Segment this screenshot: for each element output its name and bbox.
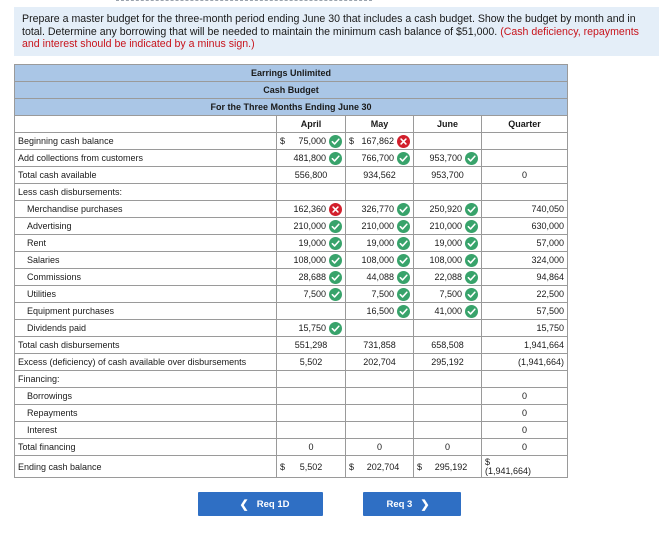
adv-june-input[interactable] bbox=[414, 218, 482, 235]
merch-may-input[interactable] bbox=[346, 201, 414, 218]
merch-june-input[interactable] bbox=[414, 201, 482, 218]
table-row bbox=[15, 269, 568, 286]
next-req-button[interactable] bbox=[363, 492, 461, 516]
dollar-sign: $ bbox=[280, 136, 286, 146]
table-row bbox=[15, 286, 568, 303]
cell-value: 7,500 bbox=[303, 289, 326, 299]
check-icon bbox=[397, 220, 410, 233]
prev-req-button[interactable] bbox=[198, 492, 323, 516]
cell-value: 210,000 bbox=[361, 221, 394, 231]
ending-quarter bbox=[482, 456, 568, 478]
col-june: June bbox=[414, 116, 482, 133]
check-icon bbox=[465, 288, 478, 301]
comm-may-input[interactable] bbox=[346, 269, 414, 286]
beginning-may-input[interactable] bbox=[346, 133, 414, 150]
interest-quarter: 0 bbox=[482, 422, 568, 439]
util-quarter: 22,500 bbox=[482, 286, 568, 303]
table-row bbox=[15, 133, 568, 150]
table-row bbox=[15, 235, 568, 252]
cell-value: 7,500 bbox=[371, 289, 394, 299]
cell-value: 5,502 bbox=[299, 461, 323, 472]
check-icon bbox=[329, 237, 342, 250]
x-icon bbox=[329, 203, 342, 216]
row-label: Financing: bbox=[15, 371, 277, 388]
check-icon bbox=[465, 271, 478, 284]
util-june-input[interactable] bbox=[414, 286, 482, 303]
x-icon bbox=[397, 135, 410, 148]
borrow-may-input[interactable] bbox=[346, 388, 414, 405]
salaries-may-input[interactable] bbox=[346, 252, 414, 269]
cell-value: 19,000 bbox=[434, 238, 462, 248]
table-row bbox=[15, 337, 568, 354]
cell-value: 953,700 bbox=[429, 153, 462, 163]
cell-value: (1,941,664) bbox=[485, 465, 532, 476]
row-label: Total cash disbursements bbox=[15, 337, 277, 354]
comm-quarter: 94,864 bbox=[482, 269, 568, 286]
collections-quarter-input[interactable] bbox=[482, 150, 568, 167]
total-fin-may: 0 bbox=[346, 439, 414, 456]
row-label: Merchandise purchases bbox=[15, 201, 277, 218]
excess-quarter: (1,941,664) bbox=[482, 354, 568, 371]
check-icon bbox=[329, 135, 342, 148]
available-may: 934,562 bbox=[346, 167, 414, 184]
dollar-sign: $ bbox=[349, 461, 355, 472]
div-april-input[interactable] bbox=[277, 320, 346, 337]
check-icon bbox=[397, 288, 410, 301]
row-label: Add collections from customers bbox=[15, 150, 277, 167]
salaries-june-input[interactable] bbox=[414, 252, 482, 269]
row-label: Commissions bbox=[15, 269, 277, 286]
excess-april: 5,502 bbox=[277, 354, 346, 371]
collections-may-input[interactable] bbox=[346, 150, 414, 167]
check-icon bbox=[465, 203, 478, 216]
div-quarter: 15,750 bbox=[482, 320, 568, 337]
repay-may-input[interactable] bbox=[346, 405, 414, 422]
merch-quarter: 740,050 bbox=[482, 201, 568, 218]
check-icon bbox=[465, 237, 478, 250]
beginning-june-input[interactable] bbox=[414, 133, 482, 150]
check-icon bbox=[465, 305, 478, 318]
collections-april-input[interactable] bbox=[277, 150, 346, 167]
rent-may-input[interactable] bbox=[346, 235, 414, 252]
dollar-sign: $ bbox=[349, 136, 355, 146]
table-row bbox=[15, 201, 568, 218]
rent-april-input[interactable] bbox=[277, 235, 346, 252]
collections-june-input[interactable] bbox=[414, 150, 482, 167]
check-icon bbox=[397, 271, 410, 284]
equip-june-input[interactable] bbox=[414, 303, 482, 320]
cell-value: 167,862 bbox=[361, 136, 394, 146]
row-label: Rent bbox=[15, 235, 277, 252]
cell-value: 162,360 bbox=[293, 204, 326, 214]
cell-value: 250,920 bbox=[429, 204, 462, 214]
check-icon bbox=[329, 254, 342, 267]
row-label: Dividends paid bbox=[15, 320, 277, 337]
check-icon bbox=[329, 322, 342, 335]
div-june-input[interactable] bbox=[414, 320, 482, 337]
ending-april bbox=[277, 456, 346, 478]
table-row bbox=[15, 167, 568, 184]
cell-value: 108,000 bbox=[429, 255, 462, 265]
check-icon bbox=[397, 203, 410, 216]
check-icon bbox=[329, 288, 342, 301]
ending-june bbox=[414, 456, 482, 478]
table-row bbox=[15, 218, 568, 235]
empty-cell bbox=[346, 371, 414, 388]
check-icon bbox=[329, 152, 342, 165]
header-blank bbox=[15, 116, 277, 133]
cell-value: 75,000 bbox=[298, 136, 326, 146]
row-label: Advertising bbox=[15, 218, 277, 235]
util-may-input[interactable] bbox=[346, 286, 414, 303]
budget-title: Cash Budget bbox=[15, 82, 568, 99]
cell-value: 44,088 bbox=[366, 272, 394, 282]
cell-value: 481,800 bbox=[293, 153, 326, 163]
cell-value: 28,688 bbox=[298, 272, 326, 282]
equip-quarter: 57,500 bbox=[482, 303, 568, 320]
total-disb-quarter: 1,941,664 bbox=[482, 337, 568, 354]
table-row bbox=[15, 456, 568, 478]
empty-cell bbox=[482, 184, 568, 201]
interest-april-input[interactable] bbox=[277, 422, 346, 439]
row-label: Beginning cash balance bbox=[15, 133, 277, 150]
row-label: Equipment purchases bbox=[15, 303, 277, 320]
cell-value: 7,500 bbox=[439, 289, 462, 299]
cell-value: 19,000 bbox=[366, 238, 394, 248]
ending-may bbox=[346, 456, 414, 478]
total-disb-april: 551,298 bbox=[277, 337, 346, 354]
row-label: Ending cash balance bbox=[15, 456, 277, 478]
cell-value: 41,000 bbox=[434, 306, 462, 316]
comm-june-input[interactable] bbox=[414, 269, 482, 286]
cell-value: 19,000 bbox=[298, 238, 326, 248]
excess-june: 295,192 bbox=[414, 354, 482, 371]
table-row bbox=[15, 439, 568, 456]
beginning-quarter-input[interactable] bbox=[482, 133, 568, 150]
table-row bbox=[15, 150, 568, 167]
table-row bbox=[15, 371, 568, 388]
cell-value: 210,000 bbox=[429, 221, 462, 231]
empty-cell bbox=[414, 371, 482, 388]
adv-quarter: 630,000 bbox=[482, 218, 568, 235]
beginning-april-input[interactable] bbox=[277, 133, 346, 150]
check-icon bbox=[465, 152, 478, 165]
borrow-june-input[interactable] bbox=[414, 388, 482, 405]
col-may: May bbox=[346, 116, 414, 133]
borrow-quarter: 0 bbox=[482, 388, 568, 405]
table-row bbox=[15, 422, 568, 439]
adv-april-input[interactable] bbox=[277, 218, 346, 235]
dollar-sign: $ bbox=[485, 456, 491, 467]
table-row bbox=[15, 184, 568, 201]
table-row bbox=[15, 320, 568, 337]
budget-period: For the Three Months Ending June 30 bbox=[15, 99, 568, 116]
instructions-text: Prepare a master budget for the three-month period ending June 30 that includes a cash budget. Show the budget by month and in total. Determine any borrowing that will be needed to maintain the minimum cash balance of $51,000. bbox=[22, 13, 636, 38]
prev-req-label: Req 1D bbox=[256, 498, 290, 510]
repay-april-input[interactable] bbox=[277, 405, 346, 422]
instructions-panel bbox=[14, 7, 659, 56]
cell-value: 766,700 bbox=[361, 153, 394, 163]
cell-value: 326,770 bbox=[361, 204, 394, 214]
check-icon bbox=[397, 152, 410, 165]
equip-april-input[interactable] bbox=[277, 303, 346, 320]
interest-may-input[interactable] bbox=[346, 422, 414, 439]
cell-value: 108,000 bbox=[293, 255, 326, 265]
empty-cell bbox=[346, 184, 414, 201]
chevron-left-icon: ❮ bbox=[239, 498, 249, 511]
top-divider bbox=[116, 0, 372, 3]
available-april: 556,800 bbox=[277, 167, 346, 184]
total-disb-june: 658,508 bbox=[414, 337, 482, 354]
empty-cell bbox=[277, 184, 346, 201]
row-label: Excess (deficiency) of cash available over disbursements bbox=[15, 354, 277, 371]
row-label: Total cash available bbox=[15, 167, 277, 184]
dollar-sign: $ bbox=[417, 461, 423, 472]
cell-value: 202,704 bbox=[366, 461, 400, 472]
repay-june-input[interactable] bbox=[414, 405, 482, 422]
comm-april-input[interactable] bbox=[277, 269, 346, 286]
excess-may: 202,704 bbox=[346, 354, 414, 371]
total-disb-may: 731,858 bbox=[346, 337, 414, 354]
cell-value: 295,192 bbox=[434, 461, 468, 472]
cell-value: 210,000 bbox=[293, 221, 326, 231]
util-april-input[interactable] bbox=[277, 286, 346, 303]
equip-may-input[interactable] bbox=[346, 303, 414, 320]
dollar-sign: $ bbox=[280, 461, 286, 472]
available-june: 953,700 bbox=[414, 167, 482, 184]
empty-cell bbox=[277, 371, 346, 388]
check-icon bbox=[465, 220, 478, 233]
instructions-note: (Cash deficiency, repayments and interest should be indicated by a minus sign.) bbox=[22, 25, 639, 50]
total-fin-april: 0 bbox=[277, 439, 346, 456]
table-row bbox=[15, 252, 568, 269]
check-icon bbox=[397, 237, 410, 250]
cell-value: 15,750 bbox=[298, 323, 326, 333]
cell-value: 108,000 bbox=[361, 255, 394, 265]
row-label: Salaries bbox=[15, 252, 277, 269]
check-icon bbox=[397, 254, 410, 267]
empty-cell bbox=[482, 371, 568, 388]
row-label: Utilities bbox=[15, 286, 277, 303]
borrow-april-input[interactable] bbox=[277, 388, 346, 405]
row-label: Borrowings bbox=[15, 388, 277, 405]
row-label: Total financing bbox=[15, 439, 277, 456]
merch-april-input[interactable] bbox=[277, 201, 346, 218]
empty-cell bbox=[414, 184, 482, 201]
cell-value: 22,088 bbox=[434, 272, 462, 282]
col-quarter: Quarter bbox=[482, 116, 568, 133]
div-may-input[interactable] bbox=[346, 320, 414, 337]
cell-value: 16,500 bbox=[366, 306, 394, 316]
check-icon bbox=[329, 220, 342, 233]
repay-quarter: 0 bbox=[482, 405, 568, 422]
row-label: Less cash disbursements: bbox=[15, 184, 277, 201]
company-name: Earrings Unlimited bbox=[15, 65, 568, 82]
interest-june-input[interactable] bbox=[414, 422, 482, 439]
check-icon bbox=[397, 305, 410, 318]
row-label: Interest bbox=[15, 422, 277, 439]
rent-june-input[interactable] bbox=[414, 235, 482, 252]
col-april: April bbox=[277, 116, 346, 133]
chevron-right-icon: ❯ bbox=[420, 498, 430, 511]
total-fin-june: 0 bbox=[414, 439, 482, 456]
row-label: Repayments bbox=[15, 405, 277, 422]
cash-budget-table bbox=[14, 64, 568, 478]
total-fin-quarter: 0 bbox=[482, 439, 568, 456]
check-icon bbox=[329, 271, 342, 284]
check-icon bbox=[465, 254, 478, 267]
next-req-label: Req 3 bbox=[386, 498, 413, 510]
available-quarter: 0 bbox=[482, 167, 568, 184]
salaries-april-input[interactable] bbox=[277, 252, 346, 269]
table-row bbox=[15, 388, 568, 405]
rent-quarter: 57,000 bbox=[482, 235, 568, 252]
salaries-quarter: 324,000 bbox=[482, 252, 568, 269]
adv-may-input[interactable] bbox=[346, 218, 414, 235]
table-row bbox=[15, 405, 568, 422]
table-row bbox=[15, 303, 568, 320]
table-row bbox=[15, 354, 568, 371]
